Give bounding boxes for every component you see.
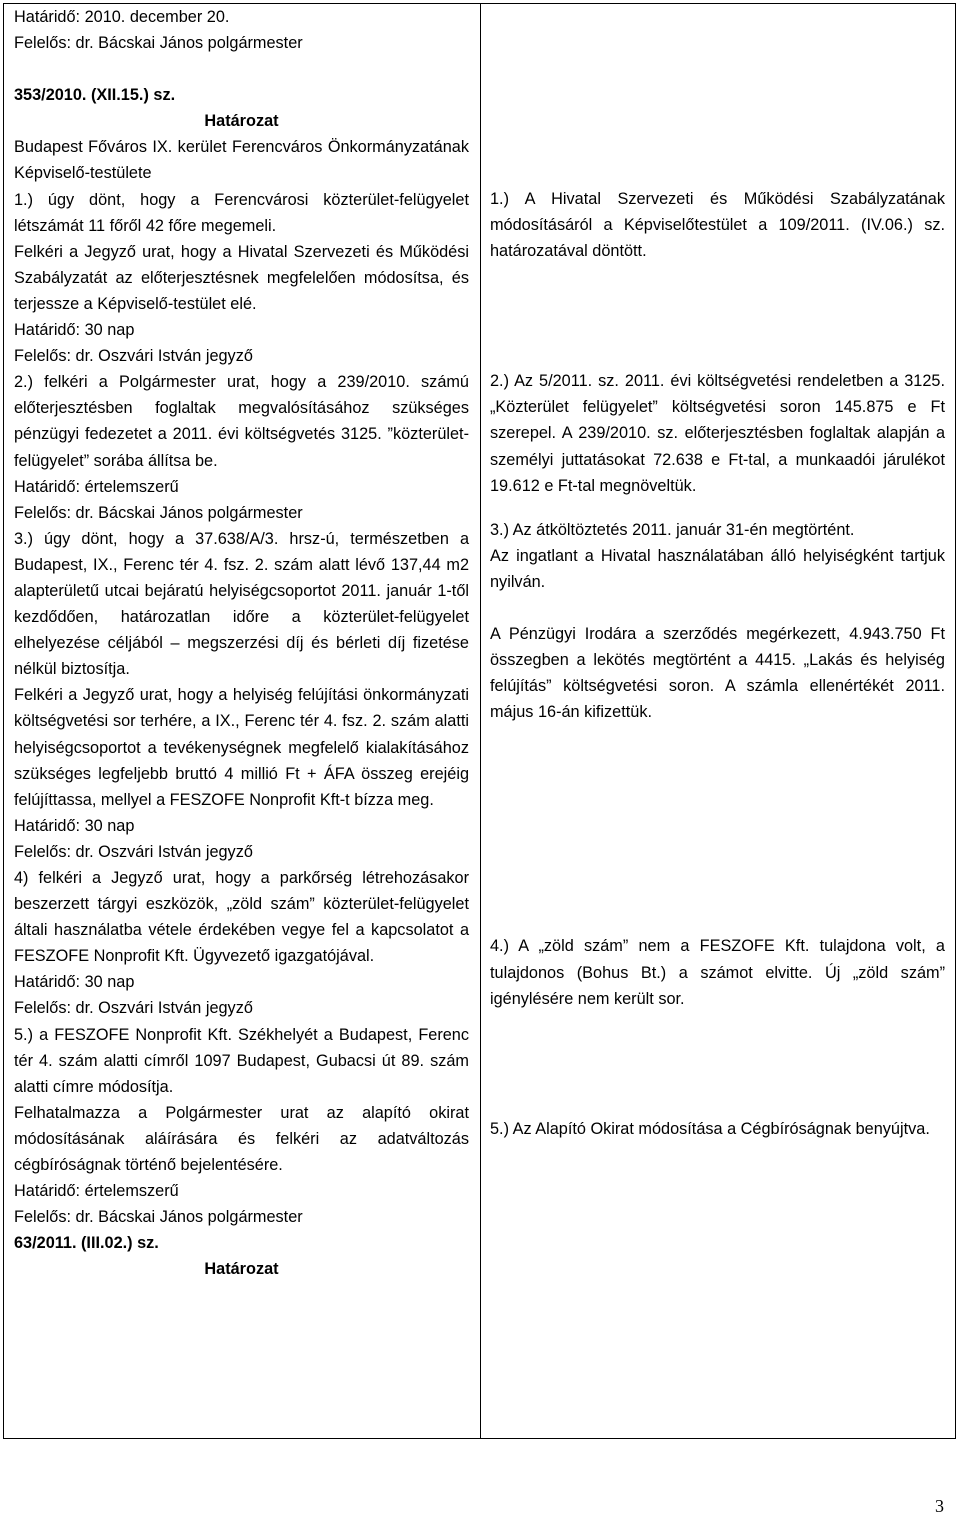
item-1-responsible: Felelős: dr. Oszvári István jegyző <box>14 347 253 366</box>
column-divider <box>480 3 481 1439</box>
item-5-deadline: Határidő: értelemszerű <box>14 1182 179 1201</box>
item-3: 3.) úgy dönt, hogy a 37.638/A/3. hrsz-ú, természetben a Budapest, IX., Ferenc tér 4. fsz. 2. szám alatt lévő 137,44 m2 alapterületű utcai bejáratú helyiségcsoportot 2011. január 1-től kezdődően, határozatlan időre a közterület-felügyelet elhelyezése céljából – megszerzési díj és bérleti díj fizetése nélkül biztosítja. <box>14 529 469 679</box>
page-number: 3 <box>935 1496 944 1516</box>
item-2-responsible: Felelős: dr. Bácskai János polgármester <box>14 503 303 522</box>
item-2-deadline: Határidő: értelemszerű <box>14 477 179 496</box>
item-1: 1.) úgy dönt, hogy a Ferencvárosi közterület-felügyelet létszámát 11 főről 42 főre megemeli. <box>14 190 469 235</box>
item-3-deadline: Határidő: 30 nap <box>14 816 135 835</box>
item-4-responsible: Felelős: dr. Oszvári István jegyző <box>14 999 253 1018</box>
report-3-payment: A Pénzügyi Irodára a szerződés megérkezett, 4.943.750 Ft összegben a lekötés megtörtént a 4415. „Lakás és helyiség felújítás” költségvetési soron. A számla ellenértékét 2011. május 16-án kifizettük. <box>490 625 945 722</box>
report-1: 1.) A Hivatal Szervezeti és Működési Szabályzatának módosításáról a Képviselőtestület a 109/2011. (IV.06.) sz. határozatával döntött. <box>490 190 945 261</box>
top-deadline: Határidő: 2010. december 20. <box>14 8 230 26</box>
resolution-heading: Határozat <box>204 112 279 131</box>
item-4-deadline: Határidő: 30 nap <box>14 973 135 992</box>
resolution-column <box>14 4 469 1283</box>
report-3: 3.) Az átköltöztetés 2011. január 31-én megtörtént. <box>490 520 855 539</box>
item-2: 2.) felkéri a Polgármester urat, hogy a 239/2010. számú előterjesztésben foglaltak megvalósításához szükséges pénzügyi fedezetet a 2011. évi költségvetés 3125. ”közterület-felügyelet” sorába állítsa be. <box>14 373 469 470</box>
item-1-deadline: Határidő: 30 nap <box>14 321 135 340</box>
next-resolution-number: 63/2011. (III.02.) sz. <box>14 1234 159 1253</box>
item-3-responsible: Felelős: dr. Oszvári István jegyző <box>14 842 253 861</box>
top-responsible: Felelős: dr. Bácskai János polgármester <box>14 34 303 53</box>
item-5-request: Felhatalmazza a Polgármester urat az alapító okirat módosításának aláírására és felkéri az adatváltozás cégbíróságnak történő bejelentésére. <box>14 1103 469 1175</box>
item-5: 5.) a FESZOFE Nonprofit Kft. Székhelyét a Budapest, Ferenc tér 4. szám alatti címről 1097 Budapest, Gubacsi út 89. szám alatti címre módosítja. <box>14 1025 469 1096</box>
resolution-number: 353/2010. (XII.15.) sz. <box>14 86 176 105</box>
issuer: Budapest Főváros IX. kerület Ferencváros Önkormányzatának Képviselő-testülete <box>14 138 469 183</box>
item-5-responsible: Felelős: dr. Bácskai János polgármester <box>14 1208 303 1227</box>
report-3-property: Az ingatlant a Hivatal használatában álló helyiségként tartjuk nyilván. <box>490 546 945 591</box>
item-3-request: Felkéri a Jegyző urat, hogy a helyiség felújítási önkormányzati költségvetési sor terhére, a IX., Ferenc tér 4. fsz. 2. szám alatti helyiségcsoportot a tevékenységnek megfelelő kialakításához szükséges legfeljebb bruttó 4 millió Ft + ÁFA összeg erejéig felújíttassa, mellyel a FESZOFE Nonprofit Kft-t bízza meg. <box>14 686 469 809</box>
report-4: 4.) A „zöld szám” nem a FESZOFE Kft. tulajdona volt, a tulajdonos (Bohus Bt.) a számot elvitte. Új „zöld szám” igénylésére nem került sor. <box>490 937 945 1008</box>
next-resolution-heading: Határozat <box>204 1260 279 1279</box>
item-1-request: Felkéri a Jegyző urat, hogy a Hivatal Szervezeti és Működési Szabályzatát az előterjesztésnek megfelelően módosítsa, és terjessze a Képviselő-testület elé. <box>14 242 469 313</box>
report-5: 5.) Az Alapító Okirat módosítása a Cégbíróságnak benyújtva. <box>490 1119 930 1138</box>
item-4: 4) felkéri a Jegyző urat, hogy a parkőrség létrehozásakor beszerzett tárgyi eszközök, „zöld szám” közterület-felügyelet általi használatba vétele érdekében vegye fel a kapcsolatot a FESZOFE Nonprofit Kft. Ügyvezető igazgatójával. <box>14 869 469 966</box>
report-2: 2.) Az 5/2011. sz. 2011. évi költségvetési rendeletben a 3125. „Közterület felügyelet” költségvetési soron 145.875 e Ft szerepel. A 239/2010. sz. előterjesztésben foglaltak alapján a személyi juttatásokat 72.638 e Ft-tal, a munkaadói járulékot 19.612 e Ft-tal megnöveltük. <box>490 372 945 495</box>
report-column <box>490 186 945 1142</box>
